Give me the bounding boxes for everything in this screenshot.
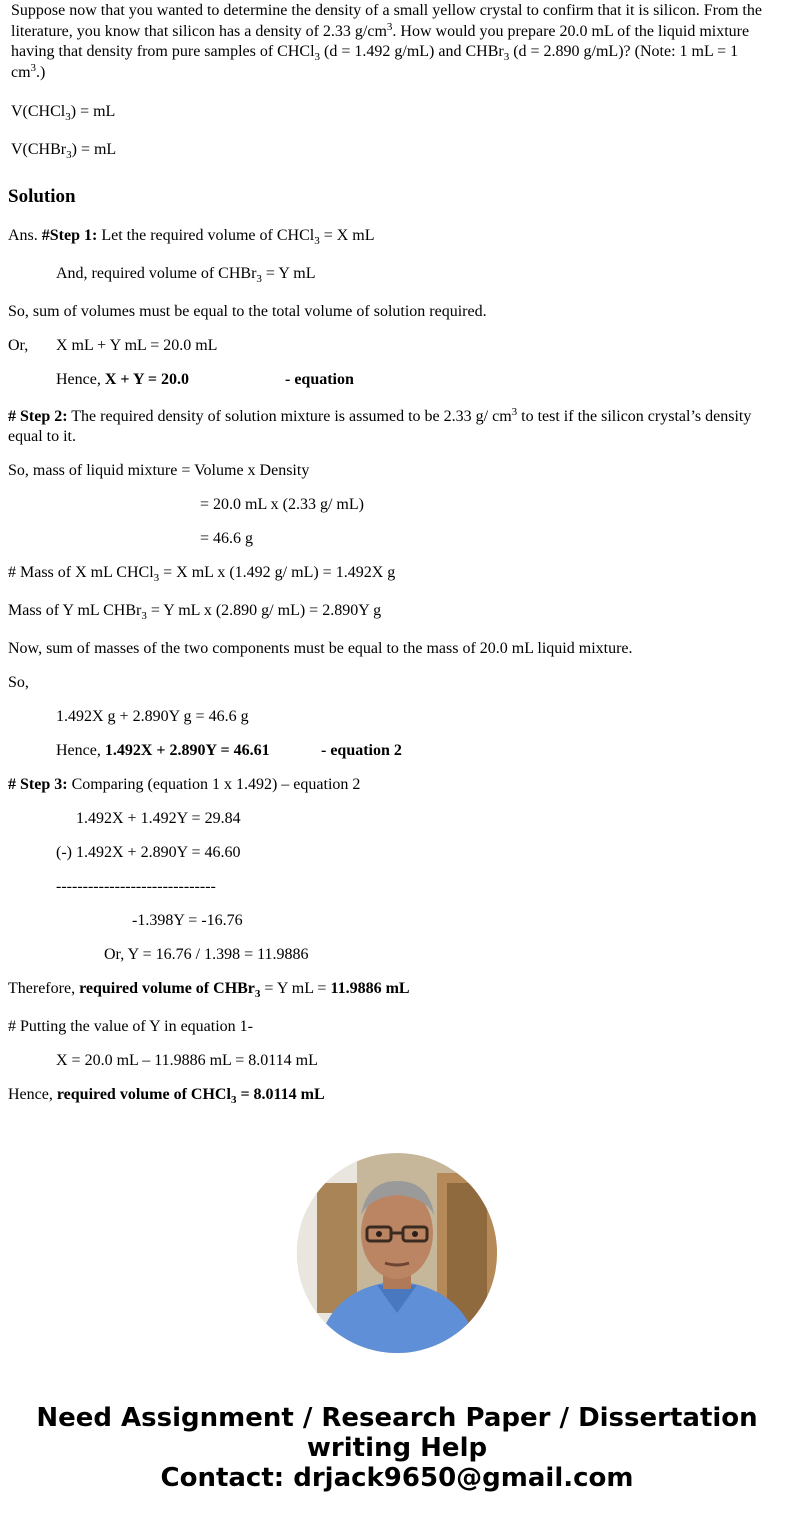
solution-text: So, sum of volumes must be equal to the total volume of solution required. <box>8 303 487 320</box>
promo-footer <box>0 1403 794 1493</box>
promo-line-1: Need Assignment / Research Paper / Dissertation <box>36 1403 758 1433</box>
equation-2: Hence, 1.492X + 2.890Y = 46.61 <box>56 742 270 759</box>
result-chbr3: Therefore, required volume of CHBr$_3$ = Y mL = 11.9886 mL <box>8 980 410 1000</box>
equation-1-label: - equation <box>285 371 354 388</box>
calc-line: -1.398Y = -16.76 <box>132 912 243 929</box>
mass-chcl3-line: # Mass of X mL CHCl$_3$ = X mL x (1.492 g/ mL) = 1.492X g <box>8 564 396 584</box>
equation-2-label: - equation 2 <box>321 742 402 759</box>
solution-text: So, <box>8 674 29 691</box>
equation-text: X mL + Y mL = 20.0 mL <box>56 337 218 354</box>
solution-heading: Solution <box>8 186 76 207</box>
calc-line: = 46.6 g <box>200 530 254 547</box>
divider-dashes: ------------------------------ <box>56 878 216 895</box>
solution-text: # Putting the value of Y in equation 1- <box>8 1018 253 1035</box>
solution-text: Now, sum of masses of the two components must be equal to the mass of 20.0 mL liquid mixture. <box>8 640 633 657</box>
calc-line: Or, Y = 16.76 / 1.398 = 11.9886 <box>104 946 309 963</box>
equation-text: 1.492X g + 2.890Y g = 46.6 g <box>56 708 249 725</box>
step3-line: # Step 3: Comparing (equation 1 x 1.492) – equation 2 <box>8 776 361 793</box>
solution-text: So, mass of liquid mixture = Volume x Density <box>8 462 310 479</box>
calc-line: = 20.0 mL x (2.33 g/ mL) <box>200 496 364 513</box>
step1-line: Ans. #Step 1: Let the required volume of CHCl$_3$ = X mL <box>8 227 375 247</box>
promo-contact: Contact: drjack9650@gmail.com <box>160 1463 634 1493</box>
or-label: Or, <box>8 337 29 354</box>
step1-line-2: And, required volume of CHBr$_3$ = Y mL <box>56 265 316 285</box>
promo-line-2: writing Help <box>306 1433 488 1463</box>
calc-line: (-) 1.492X + 2.890Y = 46.60 <box>56 844 241 861</box>
step2-line: # Step 2: The required density of solution mixture is assumed to be 2.33 g/ $cm^3$ to test if the silicon crystal’s density <box>8 406 752 425</box>
question-text: Suppose now that you wanted to determine the density of a small yellow crystal to confirm that it is silicon. From the literature, you know that silicon has a density of 2.33 $g/cm^3$. How would you prepare 20.0 mL of the liquid mixture having that density from pure samples of CHCl$_3$ (d = 1.492 g/mL) and CHBr$_3$ (d = 2.890 g/mL)? (Note: 1 mL = 1 $cm^3$.) <box>11 2 762 81</box>
calc-line: 1.492X + 1.492Y = 29.84 <box>76 810 241 827</box>
result-chcl3: Hence, required volume of CHCl$_3$ = 8.0114 mL <box>8 1086 325 1106</box>
answer-line-chbr3: V(CHBr$_3$) = mL <box>11 141 117 161</box>
author-photo <box>297 1153 497 1353</box>
mass-chbr3-line: Mass of Y mL CHBr$_3$ = Y mL x (2.890 g/ mL) = 2.890Y g <box>8 602 382 622</box>
step2-line-cont: equal to it. <box>8 428 76 445</box>
answer-line-chcl3: V(CHCl$_3$) = mL <box>11 103 116 123</box>
calc-line: X = 20.0 mL – 11.9886 mL = 8.0114 mL <box>56 1052 318 1069</box>
equation-1: Hence, X + Y = 20.0 <box>56 371 190 388</box>
